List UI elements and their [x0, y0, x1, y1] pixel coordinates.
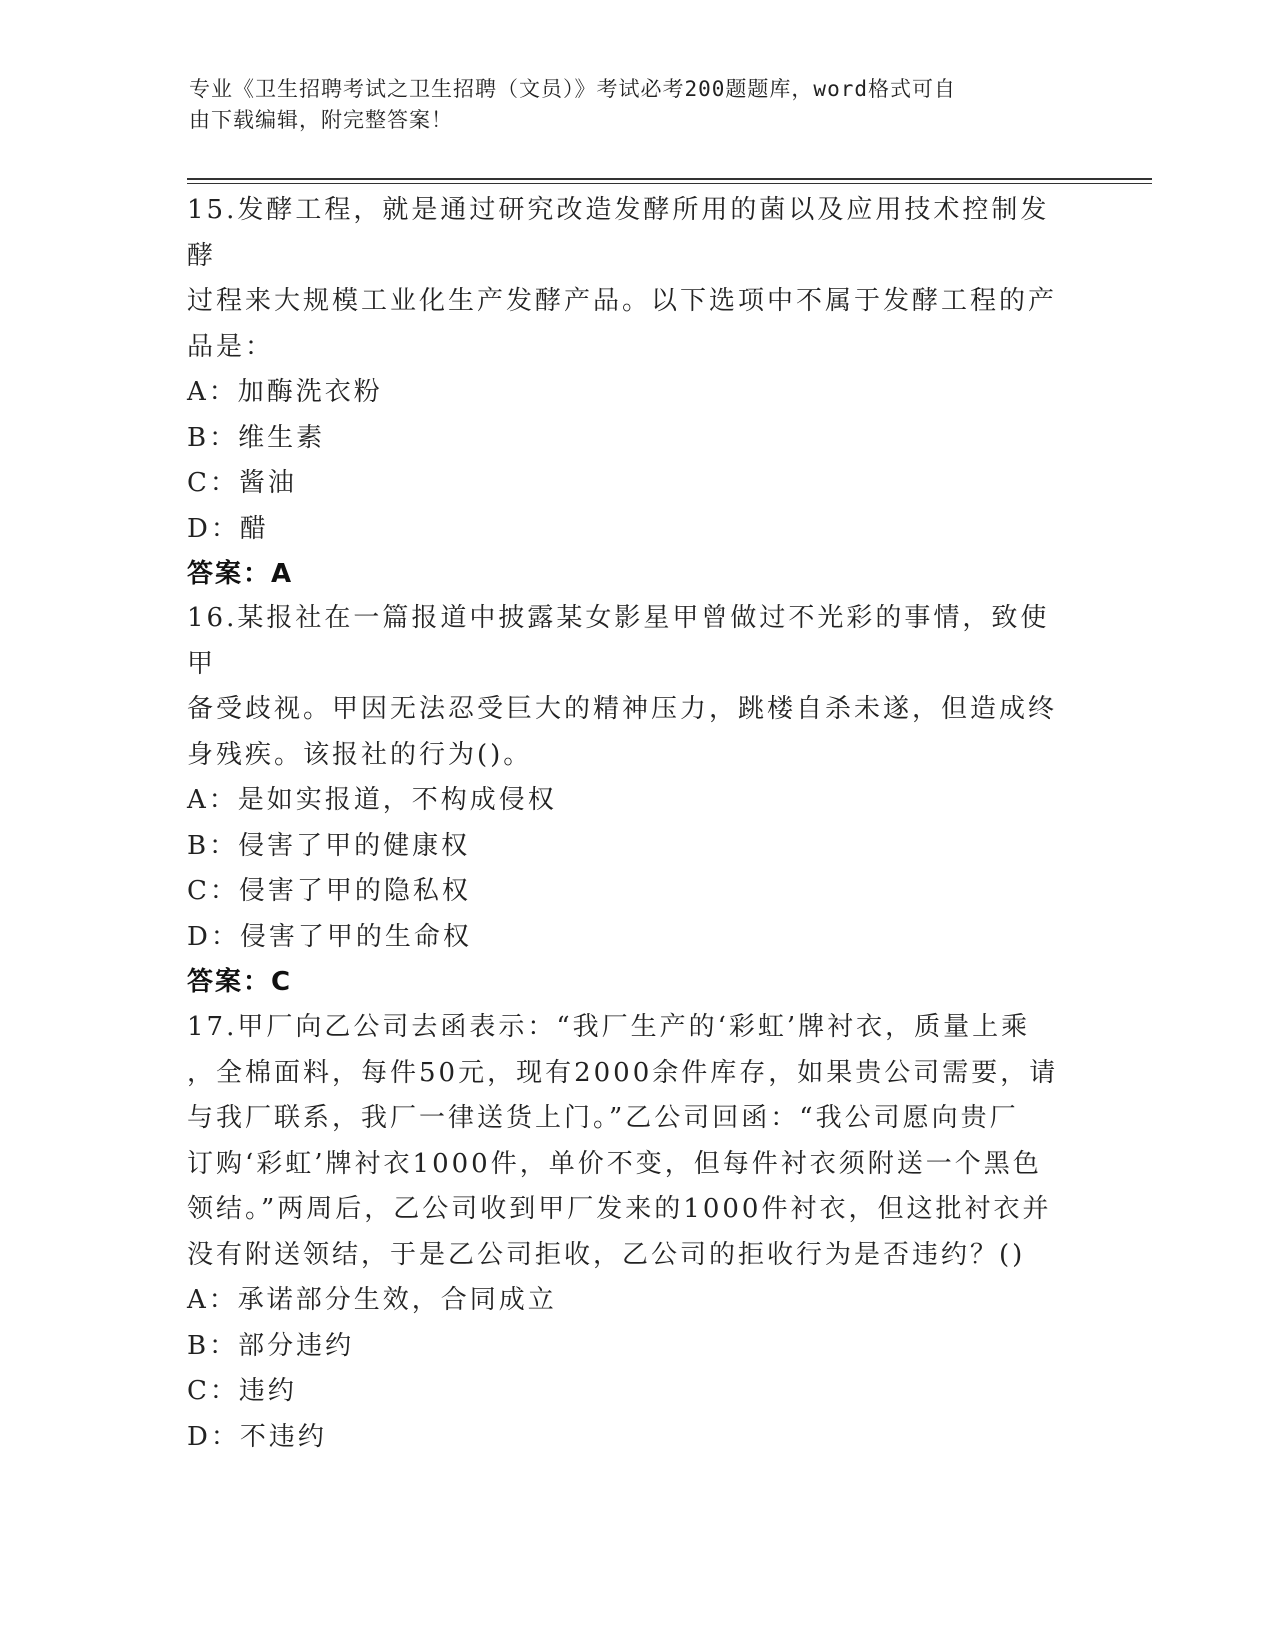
question-text-line: 过程来大规模工业化生产发酵产品。以下选项中不属于发酵工程的产: [187, 286, 1058, 316]
question-text-line: 15.发酵工程，就是通过研究改造发酵所用的菌以及应用技术控制发酵: [187, 195, 1050, 271]
question-16: [187, 596, 1077, 1006]
option-c: C：酱油: [187, 468, 297, 498]
question-text-line: 与我厂联系，我厂一律送货上门。”乙公司回函：“我公司愿向贵厂: [187, 1103, 1019, 1133]
option-c: C：侵害了甲的隐私权: [187, 876, 471, 906]
answer-label: 答案：A: [187, 559, 294, 589]
document-header: [189, 74, 1069, 136]
question-text-line: 备受歧视。甲因无法忍受巨大的精神压力，跳楼自杀未遂，但造成终: [187, 694, 1058, 724]
option-a: A：是如实报道，不构成侵权: [187, 785, 557, 815]
option-d: D：醋: [187, 513, 269, 544]
question-text-line: 16.某报社在一篇报道中披露某女影星甲曾做过不光彩的事情，致使甲: [187, 603, 1050, 679]
question-text-line: 品是：: [187, 331, 275, 362]
question-text-line: 领结。”两周后，乙公司收到甲厂发来的1000件衬衣，但这批衬衣并: [187, 1194, 1052, 1224]
question-text-line: 身残疾。该报社的行为()。: [187, 739, 533, 770]
question-17: [187, 1005, 1077, 1460]
header-divider-thin: [187, 183, 1152, 184]
question-text-line: 没有附送领结，于是乙公司拒收，乙公司的拒收行为是否违约？(): [187, 1239, 1026, 1270]
question-text-line: 17.甲厂向乙公司去函表示：“我厂生产的‘彩虹’牌衬衣，质量上乘: [187, 1012, 1031, 1042]
option-d: D：不违约: [187, 1421, 327, 1452]
question-15: [187, 188, 1077, 598]
option-b: B：部分违约: [187, 1330, 355, 1361]
answer-label: 答案：C: [187, 967, 293, 997]
header-line-1: 专业《卫生招聘考试之卫生招聘（文员）》考试必考200题题库，word格式可自: [189, 77, 956, 101]
question-text-line: ，全棉面料，每件50元，现有2000余件库存，如果贵公司需要，请: [187, 1057, 1059, 1088]
option-c: C：违约: [187, 1376, 297, 1406]
question-text-line: 订购‘彩虹’牌衬衣1000件，单价不变，但每件衬衣须附送一个黑色: [187, 1148, 1042, 1179]
option-d: D：侵害了甲的生命权: [187, 921, 472, 952]
option-b: B：维生素: [187, 422, 326, 453]
option-a: A：承诺部分生效，合同成立: [187, 1285, 557, 1315]
option-a: A：加酶洗衣粉: [187, 377, 383, 407]
header-line-2: 由下载编辑，附完整答案！: [189, 108, 453, 132]
header-divider-thick: [187, 178, 1152, 180]
option-b: B：侵害了甲的健康权: [187, 830, 471, 861]
